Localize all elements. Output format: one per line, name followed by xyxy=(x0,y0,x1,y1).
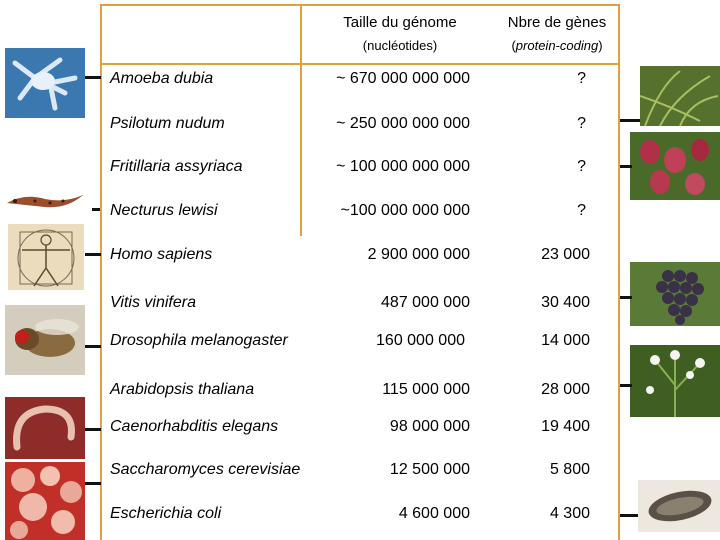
homo-tick xyxy=(85,253,101,256)
genome-necturus: ~100 000 000 000 xyxy=(340,202,470,219)
gene-unit-label: (protein-coding) xyxy=(511,38,603,53)
psilotum-tick xyxy=(620,119,640,122)
fritillaria-tick xyxy=(620,165,632,168)
species-escherichia: Escherichia coli xyxy=(110,505,222,522)
species-homo: Homo sapiens xyxy=(110,246,213,263)
species-arabidopsis: Arabidopsis thaliana xyxy=(110,381,255,398)
amoeba-photo xyxy=(5,48,85,118)
species-psilotum: Psilotum nudum xyxy=(110,115,225,132)
genes-arabidopsis: 28 000 xyxy=(541,381,590,398)
genes-amoeba: ? xyxy=(577,70,586,87)
header-divider xyxy=(102,63,620,65)
caenorhabditis-tick xyxy=(85,428,101,431)
vitruvian-man-drawing xyxy=(8,224,84,290)
genes-psilotum: ? xyxy=(577,115,586,132)
arabidopsis-tick xyxy=(620,384,632,387)
saccharomyces-tick xyxy=(85,482,101,485)
gene-count-header: Nbre de gènes xyxy=(507,14,607,31)
caenorhabditis-photo xyxy=(5,397,85,459)
genome-psilotum: ~ 250 000 000 000 xyxy=(336,115,470,132)
species-saccharomyces: Saccharomyces cerevisiae xyxy=(110,461,301,478)
genome-size-header: Taille du génome xyxy=(343,14,457,31)
genome-drosophila: 160 000 000 xyxy=(376,332,465,349)
species-fritillaria: Fritillaria assyriaca xyxy=(110,158,243,175)
genome-unit-label: (nucléotides) xyxy=(362,38,438,53)
genes-drosophila: 14 000 xyxy=(541,332,590,349)
genes-homo: 23 000 xyxy=(541,246,590,263)
species-drosophila: Drosophila melanogaster xyxy=(110,332,288,349)
vitis-photo xyxy=(630,262,720,326)
psilotum-photo xyxy=(640,66,720,126)
genome-arabidopsis: 115 000 000 xyxy=(382,381,470,398)
amoeba-tick xyxy=(85,76,101,79)
genes-necturus: ? xyxy=(577,202,586,219)
fritillaria-photo xyxy=(630,132,720,200)
genome-saccharomyces: 12 500 000 xyxy=(389,461,470,478)
species-vitis: Vitis vinifera xyxy=(110,294,196,311)
vitis-tick xyxy=(620,296,632,299)
genome-amoeba: ~ 670 000 000 000 xyxy=(336,70,470,87)
species-amoeba: Amoeba dubia xyxy=(110,70,214,87)
necturus-tick xyxy=(92,208,100,211)
drosophila-photo xyxy=(5,305,85,375)
genes-caenorhabditis: 19 400 xyxy=(541,418,590,435)
genes-saccharomyces: 5 800 xyxy=(549,461,590,478)
genome-fritillaria: ~ 100 000 000 000 xyxy=(336,158,470,175)
genome-homo: 2 900 000 000 xyxy=(367,246,470,263)
species-necturus: Necturus lewisi xyxy=(110,202,218,219)
genes-vitis: 30 400 xyxy=(541,294,590,311)
genome-caenorhabditis: 98 000 000 xyxy=(389,418,470,435)
species-caenorhabditis: Caenorhabditis elegans xyxy=(110,418,279,435)
genome-vitis: 487 000 000 xyxy=(381,294,470,311)
arabidopsis-photo xyxy=(630,345,720,417)
necturus-photo xyxy=(5,185,85,215)
genes-escherichia: 4 300 xyxy=(549,505,590,522)
escherichia-tick xyxy=(620,514,638,517)
saccharomyces-photo xyxy=(5,462,85,540)
drosophila-tick xyxy=(85,345,101,348)
escherichia-photo xyxy=(638,480,720,532)
genome-escherichia: 4 600 000 xyxy=(398,505,470,522)
genes-fritillaria: ? xyxy=(577,158,586,175)
